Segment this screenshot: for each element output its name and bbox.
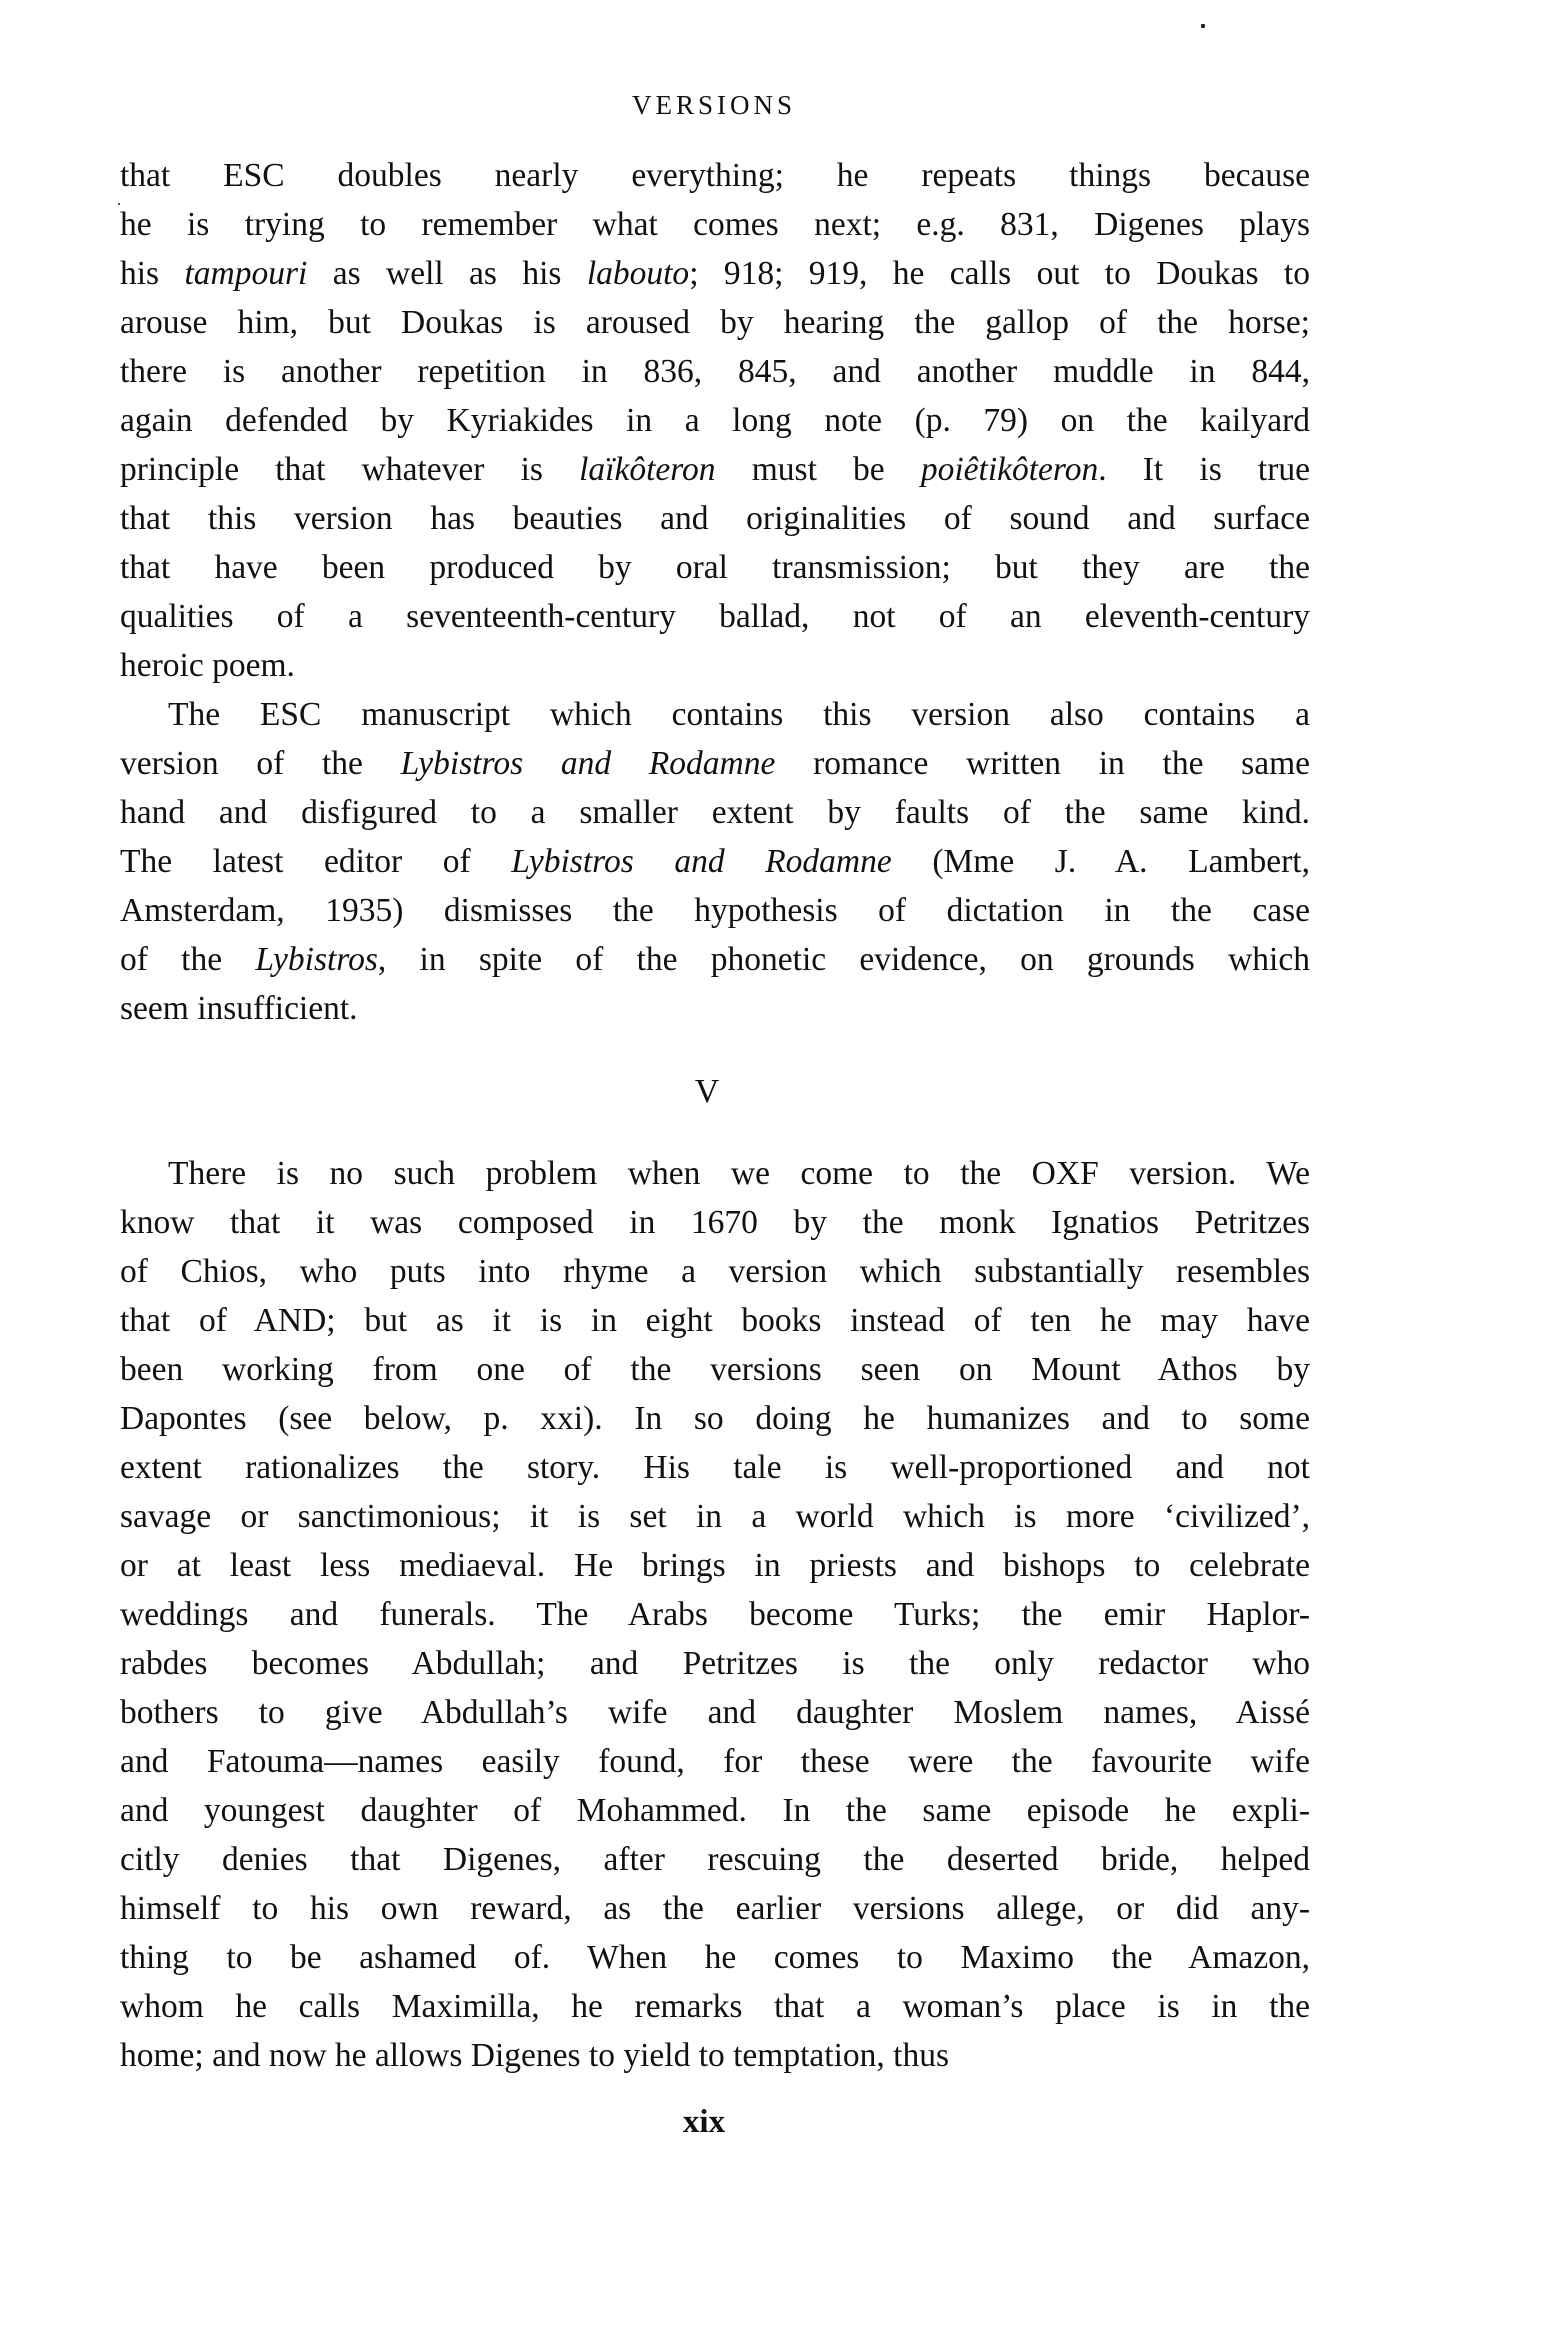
text-line: qualities of a seventeenth-century ballad, not of an eleventh-century [120,598,1310,635]
text-line: citly denies that Digenes, after rescuing the deserted bride, helped [120,1841,1310,1878]
text-line: weddings and funerals. The Arabs become Turks; the emir Haplor- [120,1596,1310,1633]
text-line: extent rationalizes the story. His tale is well-proportioned and not [120,1449,1310,1486]
text-line: been working from one of the versions seen on Mount Athos by [120,1351,1310,1388]
text-line: his tampouri as well as his labouto; 918; 919, he calls out to Doukas to [120,255,1310,292]
text-line: of the Lybistros, in spite of the phonetic evidence, on grounds which [120,941,1310,978]
text-line: and Fatouma—names easily found, for these were the favourite wife [120,1743,1310,1780]
text-line: home; and now he allows Digenes to yield to temptation, thus [120,2037,949,2074]
text-line: that this version has beauties and originalities of sound and surface [120,500,1310,537]
text-line: or at least less mediaeval. He brings in priests and bishops to celebrate [120,1547,1310,1584]
section-heading: V [694,1073,720,1110]
text-line: The latest editor of Lybistros and Rodamne (Mme J. A. Lambert, [120,843,1310,880]
text-line: that of AND; but as it is in eight books instead of ten he may have [120,1302,1310,1339]
text-line: know that it was composed in 1670 by the monk Ignatios Petritzes [120,1204,1310,1241]
text-line: thing to be ashamed of. When he comes to Maximo the Amazon, [120,1939,1310,1976]
text-line: and youngest daughter of Mohammed. In the same episode he expli- [120,1792,1310,1829]
text-line: bothers to give Abdullah’s wife and daughter Moslem names, Aissé [120,1694,1310,1731]
text-line: hand and disfigured to a smaller extent by faults of the same kind. [120,794,1310,831]
text-line: The ESC manuscript which contains this version also contains a [168,696,1310,733]
text-line: version of the Lybistros and Rodamne romance written in the same [120,745,1311,782]
text-line: again defended by Kyriakides in a long note (p. 79) on the kailyard [120,402,1310,439]
text-line: principle that whatever is laïkôteron must be poiêtikôteron. It is true [120,451,1311,488]
text-line: there is another repetition in 836, 845, and another muddle in 844, [120,353,1310,390]
text-line: that ESC doubles nearly everything; he repeats things because [120,157,1310,194]
paragraph-1 [120,151,1310,690]
page-number: xix [682,2104,726,2140]
scan-speck [1201,24,1205,28]
text-line: rabdes becomes Abdullah; and Petritzes is the only redactor who [120,1645,1310,1682]
paragraph-3 [120,1149,1310,2080]
text-line: seem insufficient. [120,990,358,1027]
text-line: that have been produced by oral transmission; but they are the [120,549,1310,586]
running-head: VERSIONS [631,90,797,120]
text-line: savage or sanctimonious; it is set in a world which is more ‘civilized’, [120,1498,1310,1535]
text-line: Amsterdam, 1935) dismisses the hypothesis of dictation in the case [120,892,1310,929]
text-line: whom he calls Maximilla, he remarks that a woman’s place is in the [120,1988,1310,2025]
text-line: of Chios, who puts into rhyme a version which substantially resembles [120,1253,1310,1290]
text-line: There is no such problem when we come to the OXF version. We [168,1155,1310,1192]
paragraph-2 [120,690,1310,1033]
text-line: himself to his own reward, as the earlier versions allege, or did any- [120,1890,1310,1927]
text-line: he is trying to remember what comes next; e.g. 831, Digenes plays [120,206,1310,243]
text-line: arouse him, but Doukas is aroused by hearing the gallop of the horse; [120,304,1310,341]
text-line: Dapontes (see below, p. xxi). In so doing he humanizes and to some [120,1400,1310,1437]
text-line: heroic poem. [120,647,295,684]
